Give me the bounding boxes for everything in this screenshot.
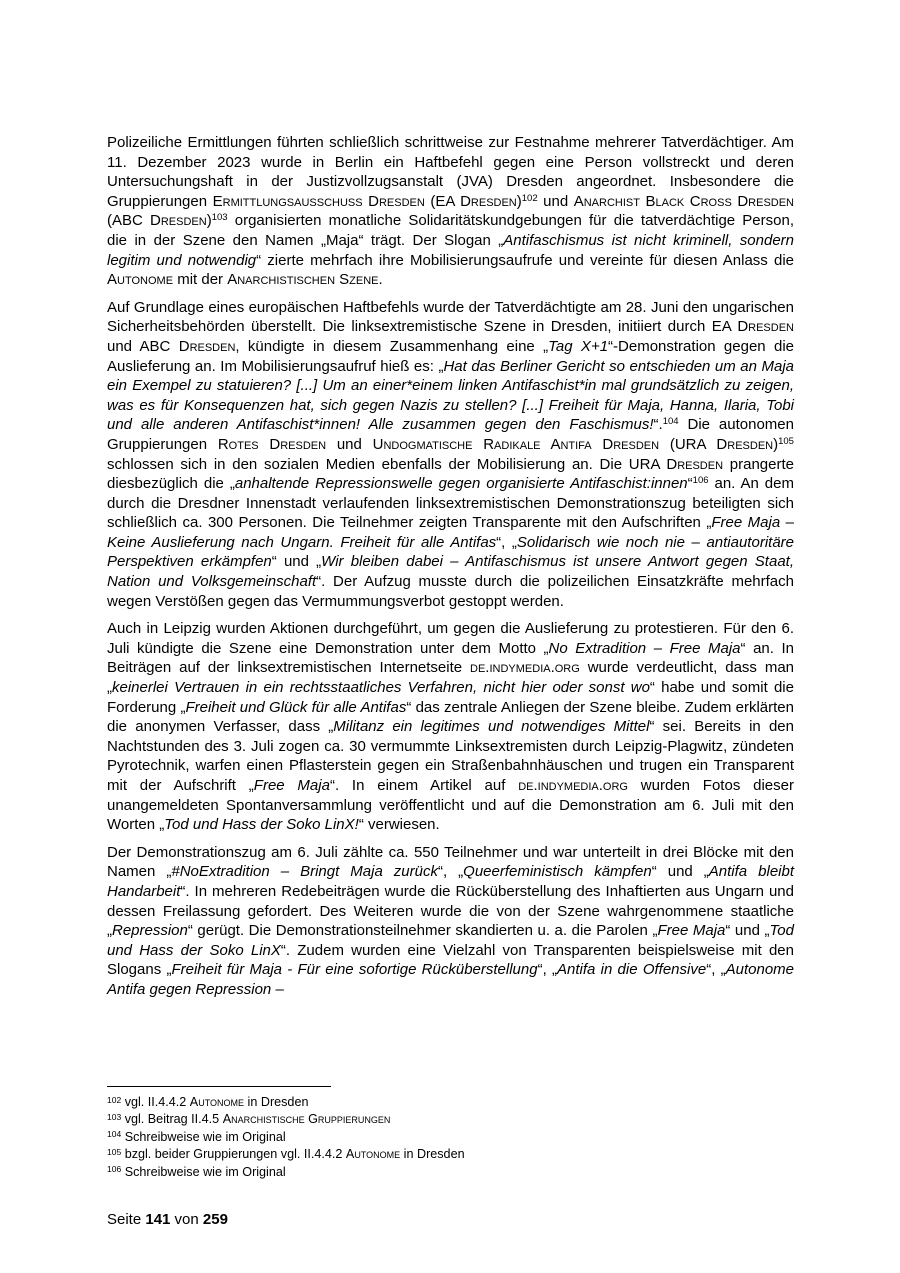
text-run: “ und „ <box>271 553 322 571</box>
text-run: Auf Grundlage eines europäischen Haftbefehls wurde der Tatverdächtigte am 28. Juni den ungarischen Sicherheitsbehörden überstellt. Die linksextremistische Szene in Dresden, initiiert durch EA <box>107 298 794 336</box>
smallcaps-name: Autonome <box>345 1147 401 1162</box>
footnote <box>107 1094 794 1111</box>
text-run: (ABC <box>107 212 151 230</box>
text-run: “, „ <box>706 961 726 979</box>
smallcaps-name: Ermittlungsausschuss Dresden <box>212 192 425 210</box>
footnote <box>107 1111 794 1128</box>
footer-total-pages: 259 <box>202 1211 228 1228</box>
page-footer <box>107 1210 228 1229</box>
footnote-number: 103 <box>107 1111 122 1122</box>
quoted-text: anhaltende Repressionswelle gegen organisierte Antifaschist:innen <box>234 475 688 493</box>
quoted-text: Free Maja <box>253 777 330 794</box>
smallcaps-name: Dresden <box>666 455 724 473</box>
text-run: , kündigte in diesem Zusammenhang eine „ <box>235 337 549 355</box>
text-run: prangerte diesbezüglich die „ <box>107 455 794 493</box>
quoted-text: Antifaschismus ist nicht kriminell, sondern legitim und notwendig <box>107 231 795 269</box>
text-run: wurde verdeutlicht, dass man „ <box>107 659 795 697</box>
paragraph <box>107 619 794 835</box>
quoted-text: Antifa bleibt Handarbeit <box>107 863 795 900</box>
smallcaps-name: Dresden <box>737 318 794 336</box>
paragraph <box>107 298 794 612</box>
smallcaps-name: Dresden <box>150 212 207 230</box>
footnote-reference: 103 <box>211 212 228 224</box>
quoted-text: Militanz ein legitimes und notwendiges Mittel <box>333 718 650 736</box>
text-run: ) <box>206 212 212 230</box>
footnote-number: 106 <box>107 1164 122 1175</box>
quoted-text: Hat das Berliner Gericht so entschieden um an Maja ein Exempel zu statuieren? [...] Um an einer*einem linken Antifaschist*in mal grundsätzlich zu zeigen, was es für Konsequenzen hat, sich gegen Nazis zu stellen? [...] Freiheit für Maja, Hanna, Ilaria, Tobi und alle anderen Antifaschist*innen! Alle zusammen gegen den Faschismus! <box>107 357 794 434</box>
text-run: in Dresden <box>244 1095 309 1109</box>
footnote-area <box>107 1086 794 1181</box>
text-run: mit der <box>173 271 228 289</box>
footnote-number: 105 <box>107 1146 122 1157</box>
quoted-text: Tod und Hass der Soko LinX <box>107 922 794 959</box>
text-run: ) <box>773 435 779 453</box>
text-run: Der Demonstrationszug am 6. Juli zählte ca. 550 Teilnehmer und war unterteilt in drei Blöcke mit den Namen „ <box>107 843 794 881</box>
text-run: und <box>326 435 373 453</box>
text-run: “ zierte mehrfach ihre Mobilisierungsaufrufe und vereinte für diesen Anlass die <box>256 251 795 269</box>
footnote-separator <box>107 1086 331 1087</box>
text-run: und <box>537 192 574 210</box>
quoted-text: Queerfeministisch kämpfen <box>463 863 652 881</box>
footnote <box>107 1146 794 1163</box>
smallcaps-name: de.indymedia.org <box>518 777 628 794</box>
text-run: (EA <box>424 192 461 210</box>
text-run: und ABC <box>107 337 179 355</box>
paragraph <box>107 133 794 290</box>
text-run: “ das zentrale Anliegen der Szene bleibe. Zudem erklärten die anonymen Verfasser, dass „ <box>107 698 794 736</box>
quoted-text: Repression <box>112 922 188 940</box>
smallcaps-name: Autonome <box>189 1095 245 1109</box>
smallcaps-name: Dresden <box>460 192 517 210</box>
footnote-reference: 105 <box>778 435 794 447</box>
footer-separator-text: von <box>170 1211 203 1228</box>
text-run: Die autonomen Gruppierungen <box>107 416 794 453</box>
text-run: vgl. II.4.4.2 <box>124 1095 190 1109</box>
quoted-text: Free Maja <box>657 922 726 940</box>
text-run: wurden Fotos dieser unangemeldeten Spontanversammlung veröffentlicht und auf die Demonstration am 6. Juli mit den Worten „ <box>107 777 794 834</box>
paragraph <box>107 843 794 1000</box>
text-run: “ gerügt. Die Demonstrationsteilnehmer skandierten u. a. die Parolen „ <box>187 922 658 940</box>
text-run: “-Demonstration gegen die Auslieferung an. Im Mobilisierungsaufruf hieß es: „ <box>107 337 794 375</box>
quoted-text: Tod und Hass der Soko LinX! <box>164 816 359 834</box>
text-run: “, „ <box>537 961 558 979</box>
text-run: (URA <box>659 435 717 453</box>
text-run: ) <box>516 192 522 210</box>
smallcaps-name: Anarchistische Gruppierungen <box>222 1112 391 1127</box>
footnote <box>107 1164 794 1181</box>
quoted-text: No Extradition – Free Maja <box>548 639 741 657</box>
text-run: Polizeiliche Ermittlungen führten schließlich schrittweise zur Festnahme mehrerer Tatverdächtiger. Am 11. Dezember 2023 wurde in Berlin ein Haftbefehl gegen eine Person vollstreckt und deren Untersuchungshaft in der Justizvollzugsanstalt (JVA) Dresden angeordnet. Insbesondere die Gruppierungen <box>107 134 794 210</box>
footnote-reference: 106 <box>692 475 709 487</box>
smallcaps-name: de.indymedia.org <box>470 659 580 677</box>
quoted-text: #NoExtradition – Bringt Maja zurück <box>171 863 438 881</box>
body-text <box>107 133 794 1008</box>
footer-label: Seite <box>107 1211 146 1228</box>
quoted-text: Tag X+1 <box>548 337 609 355</box>
smallcaps-name: Rotes Dresden <box>217 435 327 453</box>
text-run: “ habe und somit die Forderung „ <box>107 679 794 716</box>
footnote-number: 102 <box>107 1094 122 1105</box>
text-run: organisierten monatliche Solidaritätskundgebungen für die tatverdächtige Person, die in der Szene den Namen „Maja“ trägt. Der Slogan „ <box>107 212 794 249</box>
quoted-text: Antifa in die Offensive <box>557 961 707 979</box>
text-run: “ sei. Bereits in den Nachtstunden des 3. Juli zogen ca. 30 vermummte Linksextremisten durch Leipzig-Plagwitz, zündeten Pyrotechnik, warfen einen Pflasterstein gegen ein Straßenbahnhäuschen und trugen ein Transparent mit der Aufschrift „ <box>107 718 794 794</box>
text-run: “. Zudem wurden eine Vielzahl von Transparenten beispielsweise mit den Slogans „ <box>107 941 794 979</box>
text-run: “ an. In Beiträgen auf der linksextremistischen Internetseite <box>107 639 794 677</box>
text-run: bzgl. beider Gruppierungen vgl. II.4.4.2 <box>124 1147 346 1162</box>
quoted-text: Freiheit und Glück für alle Antifas <box>185 698 407 716</box>
smallcaps-name: Autonome <box>107 271 174 289</box>
text-run: “. <box>653 416 663 434</box>
text-run: Schreibweise wie im Original <box>124 1129 286 1144</box>
text-run: “. In mehreren Redebeiträgen wurde die Rücküberstellung des Inhaftierten aus Ungarn und dessen Freilassung gefordert. Des Weiteren wurde die von der Szene wahrgenommene staatliche „ <box>107 882 794 940</box>
smallcaps-name: Dresden <box>716 435 774 453</box>
footnote-number: 104 <box>107 1129 122 1140</box>
text-run: in Dresden <box>400 1147 465 1162</box>
text-run: Auch in Leipzig wurden Aktionen durchgeführt, um gegen die Auslieferung zu protestieren. Für den 6. Juli kündigte die Szene eine Demonstration unter dem Motto „ <box>107 620 794 657</box>
text-run: “. Der Aufzug musste durch die polizeilichen Einsatzkräfte mehrfach wegen Verstößen gegen das Vermummungsverbot gestoppt werden. <box>107 573 794 610</box>
quoted-text: Wir bleiben dabei – Antifaschismus ist unsere Antwort gegen Staat, Nation und Volksgemeinschaft <box>107 553 794 591</box>
text-run: vgl. Beitrag II.4.5 <box>124 1112 223 1127</box>
footer-page-number: 141 <box>145 1211 171 1228</box>
text-run: “ und „ <box>725 922 770 940</box>
smallcaps-name: Undogmatische Radikale Antifa Dresden <box>372 435 660 453</box>
footnote-list <box>107 1094 794 1181</box>
smallcaps-name: Anarchist Black Cross Dresden <box>573 192 795 210</box>
text-run: an. An dem durch die Dresdner Innenstadt verlaufenden linksextremistischen Demonstrationszug beteiligten sich schließlich ca. 300 Personen. Die Teilnehmer zeigten Transparente mit den Aufschriften „ <box>107 475 794 532</box>
text-run: “. In einem Artikel auf <box>329 777 519 794</box>
footnote-reference: 104 <box>662 416 679 428</box>
text-run: . <box>378 271 383 289</box>
quoted-text: Freiheit für Maja - Für eine sofortige Rücküberstellung <box>171 961 538 979</box>
quoted-text: Solidarisch wie noch nie – antiautoritäre Perspektiven erkämpfen <box>107 533 794 571</box>
quoted-text: Free Maja – Keine Auslieferung nach Ungarn. Freiheit für alle Antifas <box>107 514 794 551</box>
text-run: “ verwiesen. <box>358 816 440 834</box>
text-run: “ <box>687 475 693 493</box>
text-run: “ und „ <box>651 863 709 881</box>
footnote-reference: 102 <box>521 192 538 204</box>
quoted-text: Autonome Antifa gegen Repression – <box>107 961 795 998</box>
text-run: Schreibweise wie im Original <box>124 1164 286 1179</box>
quoted-text: keinerlei Vertrauen in ein rechtsstaatliches Verfahren, nicht hier oder sonst wo <box>112 679 650 697</box>
footnote <box>107 1129 794 1146</box>
smallcaps-name: Anarchistischen Szene <box>227 271 379 289</box>
text-run: “, „ <box>496 533 517 551</box>
text-run: schlossen sich in den sozialen Medien ebenfalls der Mobilisierung an. Die URA <box>107 455 667 473</box>
text-run: “, „ <box>437 863 464 881</box>
smallcaps-name: Dresden <box>178 337 236 355</box>
